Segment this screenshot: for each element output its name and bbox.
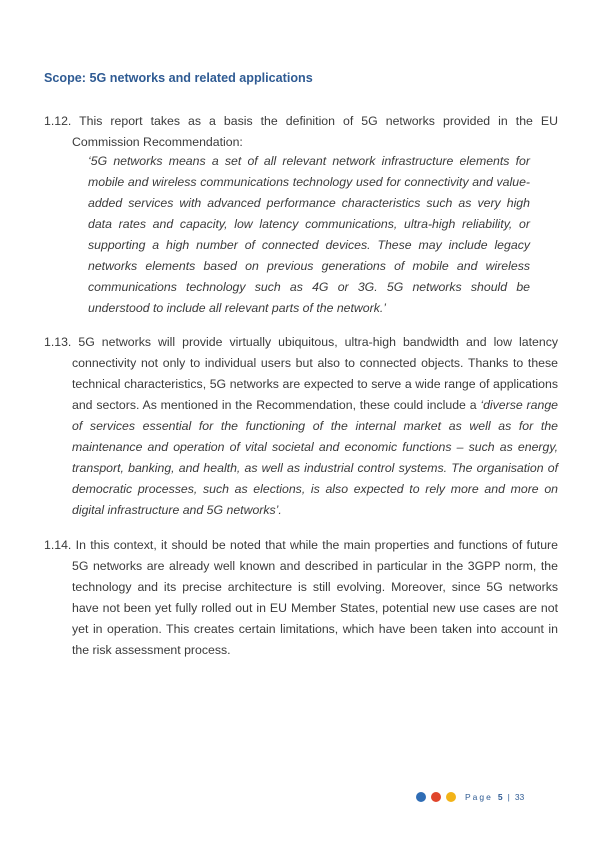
- paragraph-text-end: .: [278, 503, 282, 517]
- paragraph-number: 1.12.: [44, 114, 72, 128]
- page-label: Page: [465, 792, 493, 802]
- paragraph-1-14: [44, 535, 558, 661]
- paragraph-number: 1.13.: [44, 335, 72, 349]
- red-dot-icon: [431, 792, 441, 802]
- page-number: 5: [497, 792, 503, 802]
- paragraph-text: This report takes as a basis the definition of 5G networks provided in the EU Commission Recommendation:: [72, 114, 558, 149]
- section-heading: Scope: 5G networks and related applications: [44, 71, 313, 85]
- paragraph-text: In this context, it should be noted that while the main properties and functions of future 5G networks are already well known and described in particular in the 3GPP norm, the technology and its precise architecture is still evolving. Moreover, since 5G networks have not been yet fully rolled out in EU Member States, potential new use cases are not yet in operation. This creates certain limitations, which have been taken into account in the risk assessment process.: [72, 538, 558, 657]
- paragraph-1-13: [44, 332, 558, 521]
- page-total: 33: [514, 792, 525, 802]
- paragraph-number: 1.14.: [44, 538, 72, 552]
- paragraph-text: 5G networks will provide virtually ubiquitous, ultra-high bandwidth and low latency connectivity not only to individual users but also to connected objects. Thanks to these technical characteristics, 5G networks are expected to serve a wide range of applications and sectors. As mentioned in the Recommendation, these could include a: [72, 335, 558, 412]
- page-footer: [416, 790, 524, 804]
- paragraph-1-12: [44, 111, 558, 153]
- blue-dot-icon: [416, 792, 426, 802]
- yellow-dot-icon: [446, 792, 456, 802]
- paragraph-quote-inline: ‘diverse range of services essential for the functioning of the internal market as well as for the maintenance and operation of vital societal and economic functions – such as energy, transport, banking, and health, as well as industrial control systems. The organisation of democratic processes, such as elections, is also expected to rely more and more on digital infrastructure and 5G networks’: [72, 398, 558, 517]
- page-separator: |: [507, 792, 510, 802]
- block-quote: ‘5G networks means a set of all relevant network infrastructure elements for mobile and wireless communications technology used for connectivity and value-added services with advanced performance characteristics such as very high data rates and capacity, low latency communications, ultra-high reliability, or supporting a high number of connected devices. These may include legacy networks elements based on previous generations of mobile and wireless communications technology such as 4G or 3G. 5G networks should be understood to include all relevant parts of the network.’: [88, 154, 530, 315]
